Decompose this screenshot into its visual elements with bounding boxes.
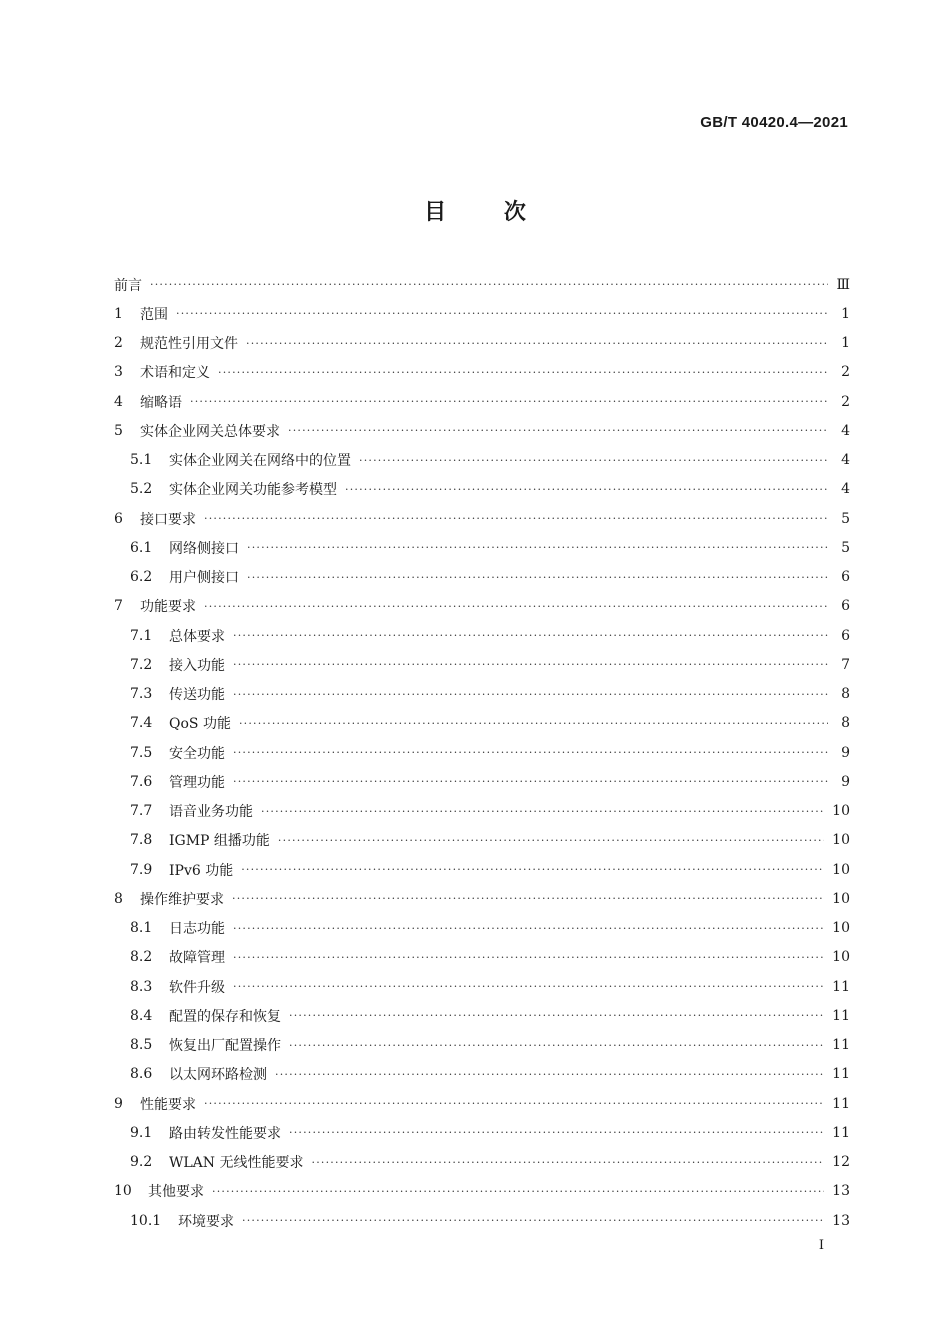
toc-entry-label: 性能要求: [140, 1096, 196, 1113]
toc-dot-leader: [289, 1040, 824, 1051]
toc-entry[interactable]: [114, 943, 850, 972]
toc-entry[interactable]: [114, 972, 850, 1001]
toc-entry[interactable]: [114, 1001, 850, 1030]
toc-entry-label: 配置的保存和恢复: [169, 1008, 281, 1025]
toc-entry-label: 操作维护要求: [140, 891, 224, 908]
toc-entry-label: IPv6 功能: [169, 862, 234, 879]
toc-dot-leader: [288, 425, 828, 436]
toc-entry-label: 功能要求: [140, 599, 196, 616]
toc-entry[interactable]: [114, 680, 850, 709]
toc-entry-label: 其他要求: [148, 1184, 204, 1201]
toc-entry-label: 语音业务功能: [169, 804, 253, 821]
toc-entry-label: 管理功能: [169, 774, 225, 791]
toc-entry[interactable]: [114, 358, 850, 387]
toc-entry-label: 日志功能: [169, 921, 225, 938]
toc-entry[interactable]: [114, 1031, 850, 1060]
toc-entry-number: 8.2: [130, 949, 153, 966]
toc-entry-number: 6.1: [130, 539, 153, 556]
toc-entry-label: 接口要求: [140, 511, 196, 528]
toc-dot-leader: [359, 455, 828, 466]
toc-entry-number: 5: [114, 422, 123, 439]
toc-entry[interactable]: [114, 738, 850, 767]
toc-entry-page: 8: [841, 715, 850, 732]
toc-dot-leader: [233, 981, 824, 992]
toc-entry[interactable]: [114, 563, 850, 592]
toc-entry-page: 6: [841, 627, 850, 644]
toc-entry[interactable]: [114, 592, 850, 621]
toc-dot-leader: [204, 1098, 824, 1109]
toc-entry-number: 10: [114, 1183, 132, 1200]
toc-entry-page: 13: [832, 1183, 850, 1200]
toc-entry-label: 规范性引用文件: [140, 336, 238, 353]
toc-entry-page: 7: [841, 656, 850, 673]
toc-entry-number: 7.1: [130, 627, 153, 644]
toc-entry[interactable]: [114, 1118, 850, 1147]
toc-entry[interactable]: [114, 1148, 850, 1177]
toc-entry-number: 1: [114, 305, 123, 322]
toc-entry[interactable]: [114, 1060, 850, 1089]
toc-entry-page: 13: [832, 1212, 850, 1229]
toc-dot-leader: [204, 513, 828, 524]
toc-entry-page: 10: [832, 861, 850, 878]
toc-entry-page: 10: [832, 920, 850, 937]
toc-entry-number: 9: [114, 1095, 123, 1112]
toc-entry-number: 9.1: [130, 1124, 153, 1141]
toc-entry-number: 3: [114, 364, 123, 381]
toc-entry-page: 4: [841, 452, 850, 469]
toc-entry-number: 7.8: [130, 832, 153, 849]
toc-entry-page: 4: [841, 481, 850, 498]
toc-entry-label: 安全功能: [169, 745, 225, 762]
toc-entry-label: 用户侧接口: [169, 570, 239, 587]
toc-entry-label: 术语和定义: [140, 365, 210, 382]
toc-entry-label: WLAN 无线性能要求: [169, 1155, 304, 1172]
toc-dot-leader: [233, 776, 828, 787]
toc-entry-label: 传送功能: [169, 687, 225, 704]
toc-entry-label: 故障管理: [169, 950, 225, 967]
toc-entry-page: 11: [832, 1037, 850, 1054]
toc-entry[interactable]: [114, 1177, 850, 1206]
toc-entry-label: 前言: [114, 277, 142, 294]
toc-entry-number: 5.1: [130, 452, 153, 469]
toc-dot-leader: [275, 1069, 824, 1080]
toc-entry[interactable]: [114, 329, 850, 358]
toc-entry-number: 8: [114, 890, 123, 907]
toc-entry-page: 10: [832, 832, 850, 849]
toc-dot-leader: [150, 279, 828, 290]
toc-entry-label: 网络侧接口: [169, 540, 239, 557]
toc-entry-label: 缩略语: [140, 394, 182, 411]
toc-entry-number: 10.1: [130, 1212, 162, 1229]
toc-entry-number: 6: [114, 510, 123, 527]
toc-entry-number: 2: [114, 335, 123, 352]
toc-dot-leader: [176, 308, 828, 319]
toc-entry-number: 4: [114, 393, 123, 410]
toc-dot-leader: [233, 952, 824, 963]
toc-entry-page: 11: [832, 978, 850, 995]
toc-dot-leader: [345, 484, 828, 495]
toc-entry-number: 7.5: [130, 744, 153, 761]
toc-entry-label: 实体企业网关在网络中的位置: [169, 453, 351, 470]
toc-entry-label: 范围: [140, 306, 168, 323]
toc-entry-label: 接入功能: [169, 657, 225, 674]
toc-entry[interactable]: [114, 884, 850, 913]
toc-dot-leader: [233, 659, 828, 670]
toc-entry-label: 总体要求: [169, 628, 225, 645]
toc-entry[interactable]: [114, 475, 850, 504]
toc-entry-label: 环境要求: [178, 1213, 234, 1230]
toc-entry-number: 7.3: [130, 686, 153, 703]
toc-dot-leader: [242, 1215, 824, 1226]
toc-entry-page: 12: [832, 1154, 850, 1171]
toc-dot-leader: [190, 396, 828, 407]
toc-entry-number: 6.2: [130, 569, 153, 586]
toc-entry-number: 8.4: [130, 1007, 153, 1024]
toc-dot-leader: [204, 601, 828, 612]
toc-entry-number: 8.6: [130, 1066, 153, 1083]
toc-entry-label: 以太网环路检测: [169, 1067, 267, 1084]
toc-entry-number: 8.3: [130, 978, 153, 995]
toc-dot-leader: [247, 572, 828, 583]
toc-entry[interactable]: [114, 767, 850, 796]
toc-entry-page: 11: [832, 1007, 850, 1024]
toc-dot-leader: [232, 893, 824, 904]
toc-entry[interactable]: [114, 299, 850, 328]
toc-entry-page: 1: [841, 335, 850, 352]
toc-entry[interactable]: [114, 621, 850, 650]
toc-dot-leader: [247, 542, 828, 553]
page-number: I: [818, 1238, 824, 1253]
toc-entry-number: 8.1: [130, 920, 153, 937]
toc-entry-page: 6: [841, 598, 850, 615]
toc-entry-page: 9: [841, 773, 850, 790]
toc-entry-page: 10: [832, 949, 850, 966]
toc-entry-page: 9: [841, 744, 850, 761]
toc-entry-page: 4: [841, 422, 850, 439]
toc-entry-page: 11: [832, 1095, 850, 1112]
toc-entry-page: 8: [841, 686, 850, 703]
toc-dot-leader: [246, 338, 828, 349]
toc-entry[interactable]: [114, 650, 850, 679]
toc-dot-leader: [261, 806, 824, 817]
toc-entry-page: 1: [841, 305, 850, 322]
toc-entry-page: 2: [841, 393, 850, 410]
toc-dot-leader: [278, 835, 824, 846]
toc-dot-leader: [218, 367, 828, 378]
toc-entry-number: 8.5: [130, 1037, 153, 1054]
toc-entry[interactable]: [114, 855, 850, 884]
toc-entry-label: IGMP 组播功能: [169, 833, 270, 850]
toc-entry[interactable]: [114, 709, 850, 738]
toc-entry-label: 恢复出厂配置操作: [169, 1038, 281, 1055]
toc-dot-leader: [233, 630, 828, 641]
toc-entry[interactable]: [114, 416, 850, 445]
toc-entry-label: 实体企业网关功能参考模型: [169, 482, 337, 499]
toc-entry-label: 路由转发性能要求: [169, 1125, 281, 1142]
toc-entry[interactable]: [114, 387, 850, 416]
toc-entry-page: 2: [841, 364, 850, 381]
toc-entry-page: 11: [832, 1066, 850, 1083]
toc-entry-number: 9.2: [130, 1154, 153, 1171]
toc-entry-page: 11: [832, 1124, 850, 1141]
toc-entry[interactable]: [114, 797, 850, 826]
toc-dot-leader: [239, 718, 828, 729]
toc-dot-leader: [233, 923, 824, 934]
toc-entry-number: 7: [114, 598, 123, 615]
toc-entry-label: QoS 功能: [169, 716, 231, 733]
toc-entry[interactable]: [114, 533, 850, 562]
toc-dot-leader: [233, 747, 828, 758]
toc-entry[interactable]: [114, 270, 850, 299]
toc-entry-number: 7.6: [130, 773, 153, 790]
toc-entry-number: 7.7: [130, 803, 153, 820]
toc-entry[interactable]: [114, 826, 850, 855]
toc-dot-leader: [289, 1127, 824, 1138]
toc-entry[interactable]: [114, 504, 850, 533]
toc-entry-number: 5.2: [130, 481, 153, 498]
toc-entry-page: 10: [832, 890, 850, 907]
toc-entry-number: 7.2: [130, 656, 153, 673]
toc-title: 目 次: [424, 200, 526, 225]
toc-list: [114, 270, 850, 1235]
toc-entry-page: 5: [841, 539, 850, 556]
toc-entry[interactable]: [114, 446, 850, 475]
toc-entry-label: 软件升级: [169, 979, 225, 996]
toc-entry[interactable]: [114, 1206, 850, 1235]
toc-dot-leader: [212, 1186, 824, 1197]
toc-entry-label: 实体企业网关总体要求: [140, 423, 280, 440]
toc-entry-page: 10: [832, 803, 850, 820]
toc-entry-number: 7.9: [130, 861, 153, 878]
toc-entry-page: Ⅲ: [836, 276, 850, 293]
toc-entry[interactable]: [114, 1089, 850, 1118]
toc-entry-page: 5: [841, 510, 850, 527]
document-code: GB/T 40420.4—2021: [700, 114, 848, 131]
toc-entry[interactable]: [114, 914, 850, 943]
toc-dot-leader: [241, 864, 824, 875]
toc-entry-page: 6: [841, 569, 850, 586]
toc-dot-leader: [312, 1157, 825, 1168]
toc-dot-leader: [233, 689, 828, 700]
toc-entry-number: 7.4: [130, 715, 153, 732]
toc-dot-leader: [289, 1010, 824, 1021]
